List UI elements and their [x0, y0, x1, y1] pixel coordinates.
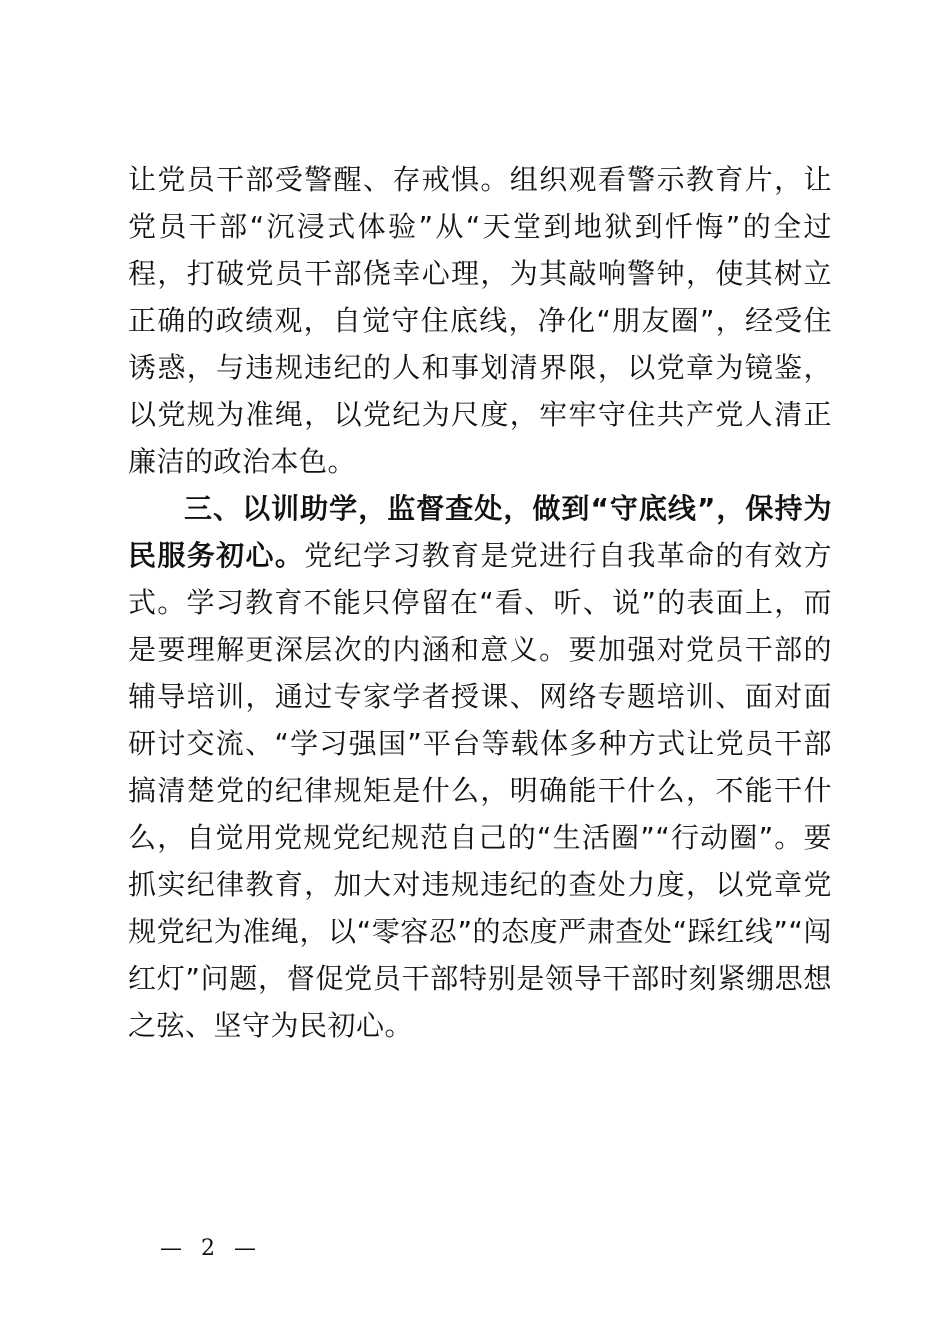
- paragraph-text: 党纪学习教育是党进行自我革命的有效方式。学习教育不能只停留在“看、听、说”的表面上，而是要理解更深层次的内涵和意义。要加强对党员干部的辅导培训，通过专家学者授课、网络专题培训、面对面研讨交流、“学习强国”平台等载体多种方式让党员干部搞清楚党的纪律规矩是什么，明确能干什么，不能干什么，自觉用党规党纪规范自己的“生活圈”“行动圈”。要抓实纪律教育，加大对违规违纪的查处力度，以党章党规党纪为准绳，以“零容忍”的态度严肃查处“踩红线”“闯红灯”问题，督促党员干部特别是领导干部时刻紧绷思想之弦、坚守为民初心。: [128, 539, 832, 1042]
- paragraph-continued: [128, 156, 832, 485]
- page-number: — 2 —: [160, 1236, 262, 1261]
- document-body: [128, 156, 832, 1049]
- paragraph-section-three: [128, 485, 832, 1049]
- section-heading: 三、以训助学，监督查处，做到“守底线”，保持为民服务初心。: [128, 492, 832, 572]
- paragraph-text: 让党员干部受警醒、存戒惧。组织观看警示教育片，让党员干部“沉浸式体验”从“天堂到地狱到忏悔”的全过程，打破党员干部侥幸心理，为其敲响警钟，使其树立正确的政绩观，自觉守住底线，净化“朋友圈”，经受住诱惑，与违规违纪的人和事划清界限，以党章为镜鉴，以党规为准绳，以党纪为尺度，牢牢守住共产党人清正廉洁的政治本色。: [128, 163, 832, 478]
